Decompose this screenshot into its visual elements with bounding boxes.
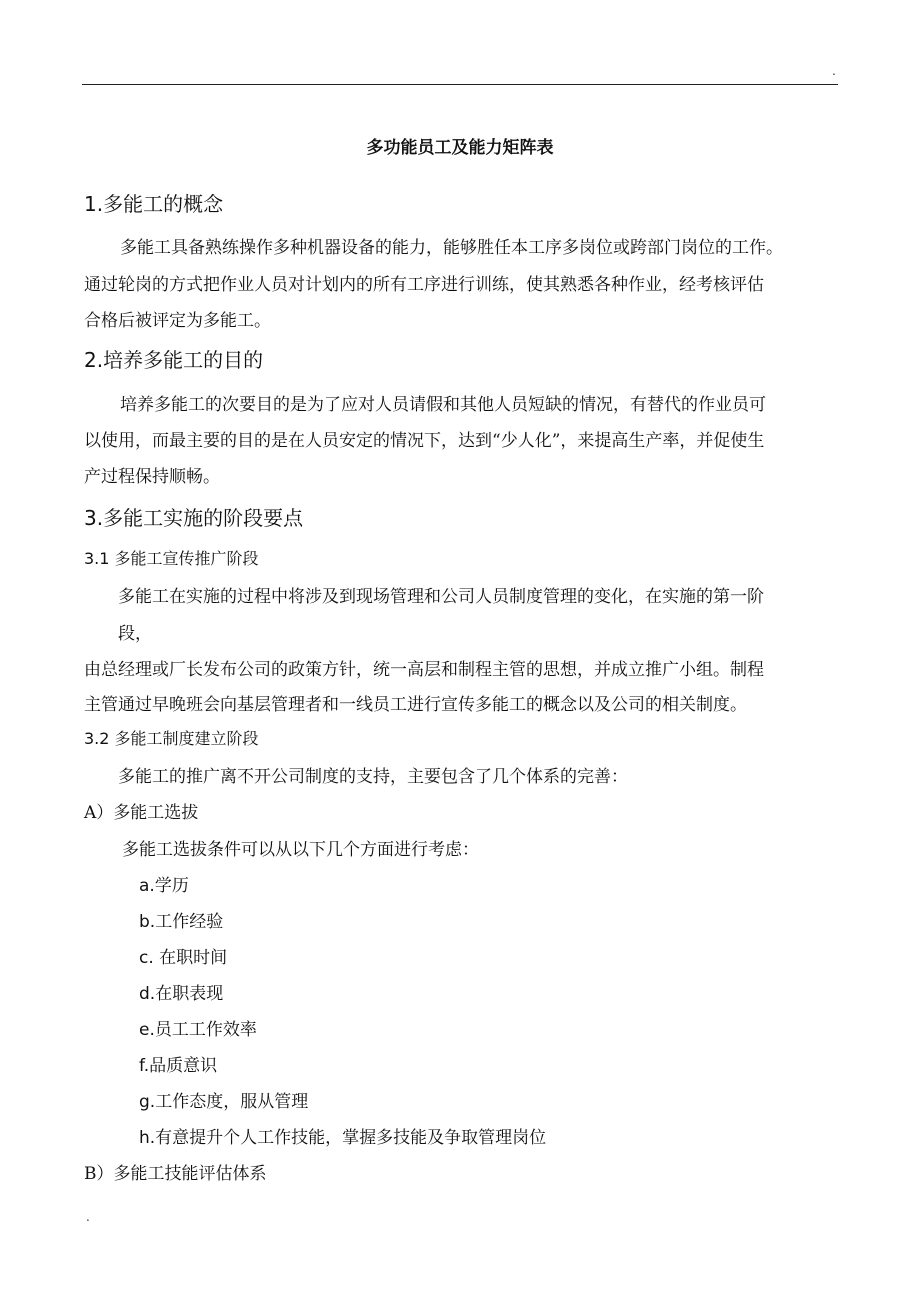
criteria-item: b.工作经验 <box>139 912 224 932</box>
criteria-item: d.在职表现 <box>139 984 224 1004</box>
section-3-1-heading: 3.1 多能工宣传推广阶段 <box>84 549 259 568</box>
header-rule <box>82 84 838 85</box>
section-3-heading: 3.多能工实施的阶段要点 <box>84 506 304 530</box>
section-3-1-line-1: 多能工在实施的过程中将涉及到现场管理和公司人员制度管理的变化，在实施的第一阶 <box>118 587 764 607</box>
section-1-line-3: 合格后被评定为多能工。 <box>84 311 271 331</box>
section-1-line-2: 通过轮岗的方式把作业人员对计划内的所有工序进行训练，使其熟悉各种作业，经考核评估 <box>84 275 764 295</box>
section-3-1-line-4: 主管通过早晚班会向基层管理者和一线员工进行宣传多能工的概念以及公司的相关制度。 <box>84 695 747 715</box>
section-3-1-line-2: 段， <box>118 624 152 644</box>
part-b-heading: B）多能工技能评估体系 <box>84 1164 267 1184</box>
header-mark: . <box>832 64 836 78</box>
section-3-1-line-3: 由总经理或厂长发布公司的政策方针，统一高层和制程主管的思想，并成立推广小组。制程 <box>84 660 764 680</box>
section-2-line-2: 以使用，而最主要的目的是在人员安定的情况下，达到“少人化”，来提高生产率，并促使生 <box>84 431 765 451</box>
section-2-heading: 2.培养多能工的目的 <box>84 348 264 372</box>
part-a-heading: A）多能工选拔 <box>84 803 199 823</box>
criteria-item: h.有意提升个人工作技能，掌握多技能及争取管理岗位 <box>139 1128 547 1148</box>
section-1-heading: 1.多能工的概念 <box>84 192 224 216</box>
criteria-item: g.工作态度，服从管理 <box>139 1092 309 1112</box>
criteria-item: f.品质意识 <box>139 1056 218 1076</box>
part-a-intro: 多能工选拔条件可以从以下几个方面进行考虑： <box>122 840 479 860</box>
section-2-line-1: 培养多能工的次要目的是为了应对人员请假和其他人员短缺的情况，有替代的作业员可 <box>120 395 766 415</box>
document-title: 多功能员工及能力矩阵表 <box>366 138 554 158</box>
section-3-2-intro: 多能工的推广离不开公司制度的支持，主要包含了几个体系的完善： <box>118 767 628 787</box>
criteria-item: e.员工工作效率 <box>139 1020 257 1040</box>
criteria-item: c. 在职时间 <box>139 948 228 968</box>
footer-mark: . <box>86 1210 90 1224</box>
section-3-2-heading: 3.2 多能工制度建立阶段 <box>84 729 259 748</box>
criteria-item: a.学历 <box>139 876 189 896</box>
section-2-line-3: 产过程保持顺畅。 <box>84 467 220 487</box>
section-1-line-1: 多能工具备熟练操作多种机器设备的能力，能够胜任本工序多岗位或跨部门岗位的工作。 <box>120 238 783 258</box>
